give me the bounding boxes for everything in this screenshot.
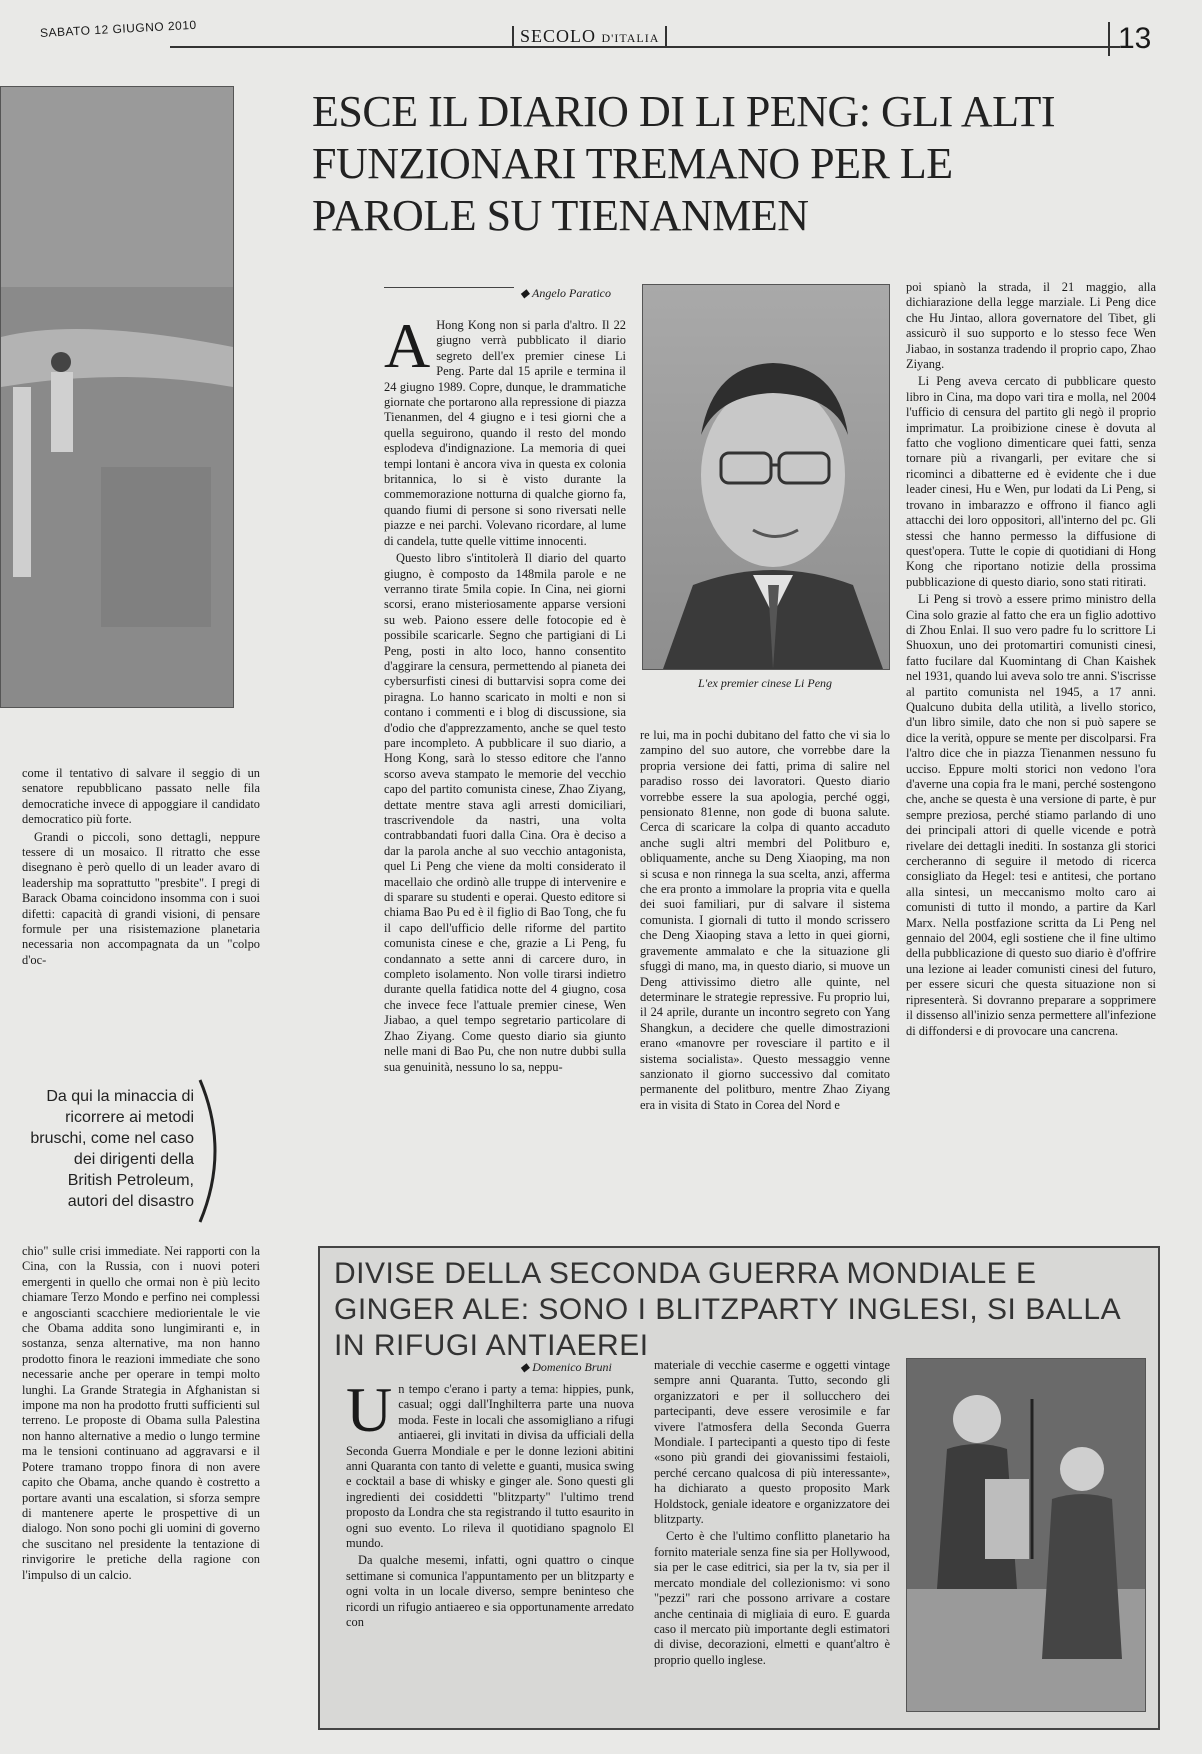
main-dropcap: A <box>384 318 431 381</box>
blitzparty-paragraph: Certo è che l'ultimo conflitto planetario ha fornito materiale senza fine sia per Hollywood, sia per le case editrici, sia per la tv, sia per il mercato mondiale del collezionismo: vi sono "pezzi" rari che possono arrivare a costare anche centinaia di migliaia di euro. E guarda caso il mercato più importante degli estimatori di divise, decorazioni, elmetti e quant'altro è proprio quello inglese. <box>654 1529 890 1667</box>
main-paragraph: Questo libro s'intitolerà Il diario del quarto giugno, è composto da 148mila parole e ne verranno tirate 5mila copie. In Cina, nei giorni scorsi, erano misteriosamente apparse versioni su web. Paiono essere delle fotocopie ed è possibile scaricarle. Segno che partigiani di Li Peng, posti in alto loco, hanno consentito d'aggirare la censura, permettendo al pianeta dei cybersurfisti cinesi di buttarvisi sopra come dei piragna. Lo hanno scaricato in molti e non si contano i commenti e i blog di discussione, sia d'odio che d'apprezzamento, anche se quel testo pare incompleto. A pubblicare il suo diario, a Hong Kong, sarà lo stesso editore che l'anno scorso aveva stampato le memorie del vecchio capo del partito comunista cinese, Zhao Ziyang, dettate mentre stava agli arresti domiciliari, trascrivendole da nastri, una volta contrabbandati fuori dalla Cina. Ora è deciso a dar la parola anche al suo vecchio antagonista, quel Li Peng che viene da molti considerato il macellaio che ordinò alle truppe di intervenire e di sparare su studenti e operai. Questo editore si chiama Bao Pu ed è il figlio di Bao Tong, che fu il capo dell'ufficio delle riforme del partito comunista cinese e che, grazie a Li Peng, fu condannato a sette anni di carcere duro, in completo isolamento. Non volle tirarsi indietro durante quella fatidica notte del 4 giugno, cosa che invece fece l'attuale premier cinese, Wen Jiabao, a quel tempo segretario particolare di Zhao Ziyang. Come questo diario sia giunto nelle mani di Bao Pu, che non nutre dubbi sulla sua genuinità, nessuno lo sa, neppu- <box>384 551 626 1074</box>
blitzparty-column-1 <box>346 1382 634 1718</box>
main-paragraph: Li Peng aveva cercato di pubblicare questo libro in Cina, ma dopo vari tira e molla, nel 2004 l'ufficio di censura del partito gli negò il proprio imprimatur. La proibizione cinese è dovuta al fatto che vogliono dimenticare quei fatti, senza tornare più a rivangarli, per evitare che si ricominci a dibatterne ed è evidente che i due leader cinesi, Hu e Wen, pur lodati da Li Peng, si trovano in imbarazzo e offrono il fianco agli attacchi dei loro oppositori, all'interno del pc. Gli stessi che hanno permesso la diffusione di quest'opera. Tutte le copie di quotidiani di Hong Kong che riportano notizie della prossima pubblicazione di questo diario, sono stati ritirati. <box>906 374 1156 589</box>
page-number: 13 <box>1108 22 1151 56</box>
publication-name <box>512 26 667 47</box>
publication-title: SECOLO <box>520 26 597 46</box>
portrait-figure <box>643 285 889 669</box>
blitzparty-byline: ◆ Domenico Bruni <box>520 1360 612 1374</box>
left-photo <box>0 86 234 708</box>
header-rule <box>170 46 1120 48</box>
blitzparty-paragraph: materiale di vecchie caserme e oggetti vintage sempre anni Quaranta. Tutto, secondo gli organizzatori e per il sollucchero dei partecipanti, deve essere verosimile e far vivere l'atmosfera della Seconda Guerra Mondiale. I partecipanti a questo tipo di feste «sono più grandi dei giovanissimi festaioli, perché cercano qualcosa di più interessante», ha dichiarato a questo proposito Mark Holdstock, geniale ideatore e organizzatore dei blitzparty. <box>654 1358 890 1527</box>
blitzparty-photo <box>906 1358 1146 1712</box>
main-article-column-2 <box>640 728 890 1176</box>
main-byline-author: Angelo Paratico <box>532 286 611 300</box>
left-paragraph: Grandi o piccoli, sono dettagli, neppure tessere di un mosaico. Il ritratto che esse disegnano è però quello di un leader avaro di leadership ma soprattutto "presbite". I pregi di Barack Obama coincidono insomma con i suoi difetti: capacità di grandi visioni, di pensare formule per una risistemazione planetaria necessaria non accompagnata da un "colpo d'oc- <box>22 829 260 967</box>
main-paragraph: Li Peng si trovò a essere primo ministro della Cina solo grazie al fatto che era un figlio adottivo di Zhou Enlai. Il suo vero padre fu lo scrittore Li Shuoxun, uno dei protomartiri comunisti cinesi, fatto fucilare dal Kuomintang di Chan Kaishek nel 1931, quando lui aveva solo tre anni. S'iscrisse al partito comunista nel 1945, a 17 anni. Qualcuno dubita della utilità, a livello storico, d'un libro simile, dato che non si può sapere se dice la verità, oppure se mente per discolparsi. Fra l'altro dice che in piazza Tienanmen nessuno fu ucciso. Eppure molti storici non vedono l'ora d'averne una copia fra le mani, perché sostengono che, anche se questa è una versione di parte, è pur sempre preziosa, perché stiamo parlando di uno dei principali attori di quelle vicende e potrà rivelare dei dettagli inediti. In sostanza gli storici cercheranno di seguire il metodo di ricerca consigliato da Hegel: tesi e antitesi, che portano alla sintesi, un meccanismo molto caro ai comunisti di tutto il mondo, a partire da Karl Marx. Nella postfazione scritta da Li Peng nel gennaio del 2004, egli sostiene che il fine ultimo della pubblicazione di questo suo diario è d'offrire una lezione ai leader comunisti cinesi del futuro, per essere sicuri che questa situazione non si ripresenterà. Si dovranno preparare a sopprimere il dissenso all'inizio senza permettere all'infezione di diffondersi e di provocare una cancrena. <box>906 592 1156 1038</box>
blitzparty-column-2 <box>654 1358 890 1718</box>
blitzparty-headline: DIVISE DELLA SECONDA GUERRA MONDIALE E GINGER ALE: SONO I BLITZPARTY INGLESI, SI BALLA IN RIFUGI ANTIAEREI <box>334 1257 1120 1362</box>
bracket-icon <box>196 1076 234 1226</box>
blitzparty-paragraph: Da qualche mesemi, infatti, ogni quattro o cinque settimane si comunica l'appuntamento per un blitzparty e ogni volta in un locale diverso, sempre beninteso che ricordi un rifugio antiaereo e sia opportunamente arredato con <box>346 1553 634 1630</box>
left-article-bottom <box>22 1244 260 1732</box>
main-headline: ESCE IL DIARIO DI LI PENG: GLI ALTI FUNZIONARI TREMANO PER LE PAROLE SU TIENANMEN <box>312 87 1056 240</box>
portrait-caption: L'ex premier cinese Li Peng <box>697 676 833 690</box>
left-paragraph: chio" sulle crisi immediate. Nei rapporti con la Cina, con la Russia, con i nuovi poteri emergenti in quello che ormai non è più lecito chiamare Terzo Mondo e perfino nei complessi e angoscianti scacchiere mediorientale le vie che Obama addita sono lungimiranti e, in sostanza, senza alternative, ma non hanno prodotto finora le reazioni immediate che sono necessarie anche per operare in tempi molto lunghi. La Grande Strategia in Afghanistan si impone ma non ha prodotto frutti sufficienti sul terreno. Le proposte di Obama sulla Palestina non hanno alternative a medio o lungo termine ma le tensioni continuano ad aggravarsi e il Potere tramano troppo finora di non avere capito che Obama, anche quando è costretto a portare avanti una escalation, si sforza sempre di mantenere aperte le prospettive di un dialogo. Non sono pochi gli uomini di governo che suscitano nel presidente la tentazione di rinvigorire le pretiche della ragione con l'impulso di un calcio. <box>22 1244 260 1582</box>
main-paragraph: Hong Kong non si parla d'altro. Il 22 giugno verrà pubblicato il diario segreto dell'ex premier cinese Li Peng. Parte dal 15 aprile e termina il 24 giugno 1989. Copre, dunque, le drammatiche giornate che portarono alla repressione di piazza Tienanmen, del 4 giugno e i tesi giorni che a quella seguirono, quando il resto del mondo esplodeva d'indignazione. La memoria di quei tempi lontani è ancora viva in questa ex colonia britannica, lo si è visto durante la commemorazione notturna di qualche giorno fa, quando fiumi di persone si sono riversati nelle piazze e nei parchi. Volevano ricordare, al lume di candela, tutte quelle vittime innocenti. <box>384 318 626 548</box>
pull-quote: Da qui la minaccia di ricorrere ai metodi bruschi, come nel caso dei dirigenti della British Petroleum, autori del disastro <box>30 1088 194 1210</box>
issue-date: SABATO 12 GIUGNO 2010 <box>39 17 197 40</box>
left-photo-figures <box>1 87 233 707</box>
pull-quote-bracket <box>196 1076 234 1226</box>
blitzparty-photo-figures <box>907 1359 1145 1711</box>
main-article-column-3 <box>906 280 1156 1180</box>
left-paragraph: come il tentativo di salvare il seggio di un senatore repubblicano passato nelle fila democratiche invece di appoggiare il candidato democratico più forte. <box>22 766 260 827</box>
main-paragraph: poi spianò la strada, il 21 maggio, alla dichiarazione della legge marziale. Li Peng dice che Hu Jintao, allora governatore del Tibet, gli assicurò il suo supporto e lo stesso fece Wen Jiabao, in sostanza tradendo il proprio capo, Zhao Ziyang. <box>906 280 1156 372</box>
publication-suffix: D'ITALIA <box>601 31 660 45</box>
blitzparty-paragraph: n tempo c'erano i party a tema: hippies, punk, casual; oggi dall'Inghilterra parte una nuova moda. Feste in locali che assomigliano a rifugi antiaerei, gli invitati in divisa da ufficiali della Seconda Guerra Mondiale e per le donne lezioni abitini anni Quaranta con tanto di velette e guanti, musica swing e cocktail a base di whisky e ginger ale. Sono questi gli ingredienti dei cosiddetti "blitzparty" l'ultimo trend proposto da Londra che sta registrando il tutto esaurito in ogni suo evento. Lo rileva il quotidiano spagnolo El mundo. <box>346 1382 634 1551</box>
blitzparty-byline-author: Domenico Bruni <box>532 1360 612 1374</box>
main-paragraph: re lui, ma in pochi dubitano del fatto che vi sia lo zampino del suo autore, che vorrebbe dare la propria versione dei fatti, prima di salire nel paradiso rosso dei lavoratori. Questo diario vorrebbe essere la sua apologia, perché oggi, pensionato 81enne, non gode di buona salute. Cerca di scaricare la colpa di quanto accaduto anche sugli altri membri del Politburo e, obliquamente, anche su Deng Xiaoping, ma non si scusa e non rinnega la sua scelta, anzi, afferma che era pronto a immolare la propria vita e quella dei suoi familiari, pur di salvare il sistema comunista. I giornali di tutto il mondo scrissero che Deng Xiaoping stava a letto in quei giorni, gravemente ammalato e che la situazione gli sfuggì di mano, ma, in questo diario, si muove un Deng attivissimo dietro alle quinte, nel determinare le strategie repressive. Fu proprio lui, il 24 aprile, durante un incontro segreto con Yang Shangkun, a decidere che quelle dimostrazioni erano «manovre per rovesciare il partito e il sistema socialista». Questo messaggio venne sanzionato il giorno successivo dal comitato permanente del politburo, mentre Zhao Ziyang era in visita di Stato in Corea del Nord e <box>640 728 890 1112</box>
left-article-top <box>22 766 260 1076</box>
main-byline: ◆ Angelo Paratico <box>520 286 611 300</box>
li-peng-portrait <box>642 284 890 670</box>
blitzparty-dropcap: U <box>346 1382 393 1445</box>
main-article-column-1 <box>384 318 626 1176</box>
